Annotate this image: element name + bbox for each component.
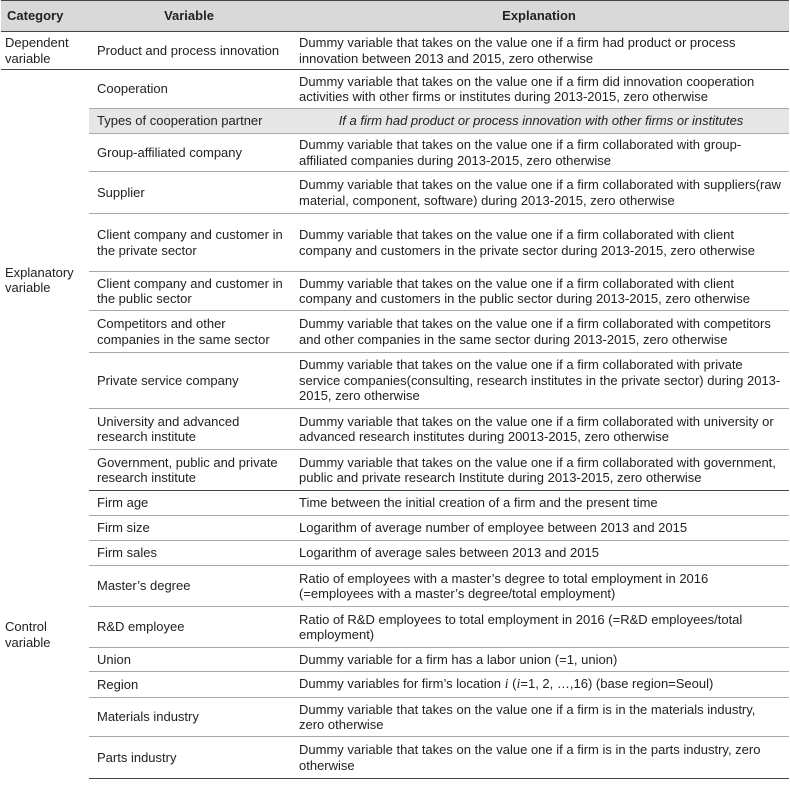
variable-name: Master’s degree	[89, 566, 289, 607]
variable-explanation: Dummy variable that takes on the value one if a firm collaborated with suppliers(raw material, component, software) during 2013-2015, zero otherwise	[289, 172, 789, 214]
variable-explanation: Dummy variable that takes on the value one if a firm collaborated with group-affiliated companies during 2013-2015, zero otherwise	[289, 134, 789, 172]
variable-name: Cooperation	[89, 70, 289, 109]
variable-name: Private service company	[89, 353, 289, 409]
variable-explanation: Dummy variable that takes on the value one if a firm collaborated with client company and customers in the public sector during 2013-2015, zero otherwise	[289, 272, 789, 311]
variable-name: Firm size	[89, 516, 289, 541]
variable-explanation: Dummy variable that takes on the value one if a firm did innovation cooperation activities with other firms or institutes during 2013-2015, zero otherwise	[289, 70, 789, 109]
variable-name: Firm age	[89, 491, 289, 516]
table-row	[1, 491, 789, 516]
variable-name: Government, public and private research institute	[89, 450, 289, 491]
variable-name: Client company and customer in the public sector	[89, 272, 289, 311]
variable-explanation: Dummy variable that takes on the value one if a firm collaborated with university or advanced research institutes during 20013-2015, zero otherwise	[289, 409, 789, 450]
subheader-note: If a firm had product or process innovation with other firms or institutes	[289, 109, 789, 134]
variable-explanation: Time between the initial creation of a firm and the present time	[289, 491, 789, 516]
variable-name: Product and process innovation	[89, 32, 289, 70]
table-row	[1, 450, 789, 491]
table-row	[1, 353, 789, 409]
header-explanation: Explanation	[289, 1, 789, 32]
table-row	[1, 311, 789, 353]
variable-name: Firm sales	[89, 541, 289, 566]
variable-name: Group-affiliated company	[89, 134, 289, 172]
variable-explanation	[289, 672, 789, 698]
table-row	[1, 32, 789, 70]
variable-name: Parts industry	[89, 737, 289, 779]
variable-name: Region	[89, 672, 289, 698]
category-explanatory: Explanatory variable	[5, 264, 74, 296]
variable-explanation: Dummy variable that takes on the value one if a firm had product or process innovation between 2013 and 2015, zero otherwise	[289, 32, 789, 70]
variable-explanation: Ratio of employees with a master’s degree to total employment in 2016 (=employees with a master’s degree/total employment)	[289, 566, 789, 607]
variable-explanation: Dummy variable that takes on the value one if a firm collaborated with competitors and other companies in the same sector during 2013-2015, zero otherwise	[289, 311, 789, 353]
table-row	[1, 214, 789, 272]
table-row	[1, 566, 789, 607]
variable-name: R&D employee	[89, 607, 289, 648]
variable-name: Supplier	[89, 172, 289, 214]
variable-name: Materials industry	[89, 698, 289, 737]
category-dependent: Dependent variable	[1, 32, 89, 70]
table-row	[1, 516, 789, 541]
math-variable-i: i	[504, 677, 509, 693]
variable-name: Union	[89, 648, 289, 672]
variables-table	[1, 0, 789, 779]
table-row	[1, 672, 789, 698]
table-row	[1, 70, 789, 109]
subheader-label: Types of cooperation partner	[89, 109, 289, 134]
variable-explanation: Dummy variable that takes on the value one if a firm collaborated with government, public and private research Institute during 2013-2015, zero otherwise	[289, 450, 789, 491]
table-row	[1, 737, 789, 779]
table-row	[1, 134, 789, 172]
variable-name: Client company and customer in the private sector	[89, 214, 289, 272]
table-header	[1, 1, 789, 32]
variable-name: Competitors and other companies in the same sector	[89, 311, 289, 353]
header-variable: Variable	[89, 1, 289, 32]
math-variable-i: i	[516, 677, 521, 693]
variable-explanation: Dummy variable that takes on the value one if a firm is in the parts industry, zero otherwise	[289, 737, 789, 779]
table-row	[1, 172, 789, 214]
variable-explanation: Dummy variable that takes on the value one if a firm collaborated with private service companies(consulting, research institutes in the private sector) during 2013-2015, zero otherwise	[289, 353, 789, 409]
table-row	[1, 409, 789, 450]
table-row	[1, 607, 789, 648]
explanation-text: =1, 2, …,16) (base region=Seoul)	[520, 676, 714, 692]
explanation-text: Dummy variables for firm’s location	[299, 676, 505, 692]
table-row	[1, 698, 789, 737]
table-row	[1, 648, 789, 672]
header-category: Category	[1, 1, 89, 32]
variables-table-container	[1, 0, 789, 779]
table-row	[1, 272, 789, 311]
variable-explanation: Logarithm of average sales between 2013 and 2015	[289, 541, 789, 566]
variable-explanation: Logarithm of average number of employee between 2013 and 2015	[289, 516, 789, 541]
variable-explanation: Dummy variable that takes on the value one if a firm collaborated with client company and customers in the private sector during 2013-2015, zero otherwise	[289, 214, 789, 272]
category-control: Control variable	[5, 619, 51, 650]
explanation-text: (	[508, 676, 517, 692]
variable-explanation: Dummy variable for a firm has a labor union (=1, union)	[289, 648, 789, 672]
variable-explanation: Dummy variable that takes on the value one if a firm is in the materials industry, zero otherwise	[289, 698, 789, 737]
table-row	[1, 541, 789, 566]
subheader-row	[1, 109, 789, 134]
variable-name: University and advanced research institute	[89, 409, 289, 450]
variable-explanation: Ratio of R&D employees to total employment in 2016 (=R&D employees/total employment)	[289, 607, 789, 648]
